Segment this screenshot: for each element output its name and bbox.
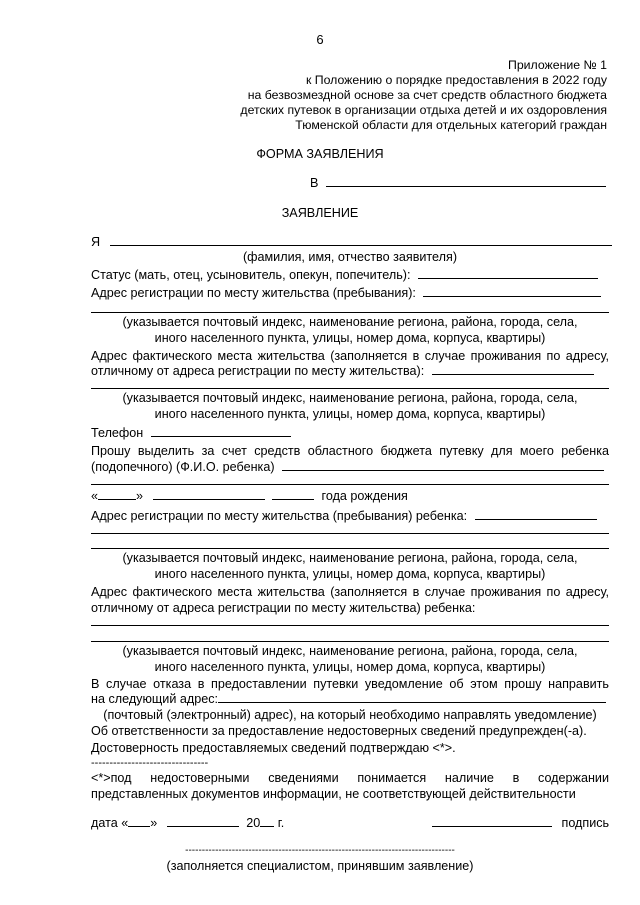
date-month-field[interactable]: [167, 815, 239, 827]
birth-day-field[interactable]: [98, 488, 136, 500]
child-reg-address-line[interactable]: [91, 533, 609, 534]
appendix-line: детских путевок в организации отдыха детей и их оздоровления: [240, 103, 607, 117]
appendix-header: [240, 58, 607, 133]
staff-rule: ---------------------------------------------------------------------------------: [185, 845, 455, 856]
appendix-line: Тюменской области для отдельных категорий граждан: [295, 118, 607, 132]
addressee-label: В: [310, 176, 319, 190]
refusal-text: В случае отказа в предоставлении путевки уведомление об этом прошу направить: [91, 677, 609, 691]
address-hint: иного населенного пункта, улицы, номер дома, корпуса, квартиры): [154, 567, 546, 581]
refusal-address-label: на следующий адрес:: [91, 692, 219, 706]
phone-field[interactable]: [151, 425, 291, 437]
child-name-label: (подопечного) (Ф.И.О. ребенка): [91, 460, 275, 474]
child-name-field[interactable]: [282, 459, 604, 471]
refusal-address-row: [91, 691, 609, 707]
phone-row: [91, 425, 609, 441]
date-day-field[interactable]: [128, 815, 150, 827]
address-hint: иного населенного пункта, улицы, номер дома, корпуса, квартиры): [154, 660, 546, 674]
fact-address-line[interactable]: [91, 388, 609, 389]
appendix-line: на безвозмездной основе за счет средств областного бюджета: [247, 88, 607, 102]
child-fact-address-line[interactable]: [91, 641, 609, 642]
reg-address-label: Адрес регистрации по месту жительства (пребывания):: [91, 286, 416, 300]
birth-year-field[interactable]: [272, 488, 314, 500]
refusal-hint: (почтовый (электронный) адрес), на который необходимо направлять уведомление): [103, 708, 597, 722]
staff-hint: (заполняется специалистом, принявшим заявление): [166, 859, 474, 873]
birth-label: года рождения: [321, 489, 408, 503]
date-label: дата «: [91, 816, 129, 830]
address-hint: (указывается почтовый индекс, наименование региона, района, города, села,: [122, 315, 578, 329]
child-reg-address-label: Адрес регистрации по месту жительства (пребывания) ребенка:: [91, 509, 468, 523]
fact-address-field[interactable]: [432, 363, 594, 375]
footnote-text: представленных документов информации, не соответствующей действительности: [91, 787, 576, 801]
reg-address-row: [91, 285, 609, 301]
fact-address-row: [91, 363, 609, 379]
address-hint: (указывается почтовый индекс, наименование региона, района, города, села,: [122, 644, 578, 658]
applicant-name-field[interactable]: [110, 234, 612, 246]
responsibility-text: Об ответственности за предоставление недостоверных сведений предупрежден(-а).: [91, 724, 587, 738]
signature-field[interactable]: [432, 815, 552, 827]
addressee-row: [310, 175, 606, 191]
date-year-field[interactable]: [260, 815, 274, 827]
fact-address-text: Адрес фактического места жительства (заполняется в случае проживания по адресу,: [91, 349, 609, 363]
address-hint: иного населенного пункта, улицы, номер дома, корпуса, квартиры): [154, 331, 546, 345]
refusal-address-field[interactable]: [218, 691, 606, 703]
birth-row: [91, 488, 609, 504]
status-row: [91, 267, 609, 283]
child-fact-address-line[interactable]: [91, 625, 609, 626]
child-fact-address-label: отличному от адреса регистрации по месту жительства) ребенка:: [91, 601, 476, 615]
birth-quote-open: «: [91, 489, 99, 503]
statement-title: ЗАЯВЛЕНИЕ: [281, 206, 359, 220]
child-reg-address-field[interactable]: [475, 508, 597, 520]
child-reg-address-row: [91, 508, 609, 524]
year-suffix: г.: [277, 816, 285, 830]
reg-address-line[interactable]: [91, 312, 609, 313]
appendix-line: Приложение № 1: [508, 58, 607, 72]
child-fact-address-text: Адрес фактического места жительства (заполняется в случае проживания по адресу,: [91, 585, 609, 599]
reliability-text: Достоверность предоставляемых сведений подтверждаю <*>.: [91, 741, 456, 755]
phone-label: Телефон: [91, 426, 144, 440]
footnote-text: <*>под недостоверными сведениями понимается наличие в содержании: [91, 771, 609, 785]
reg-address-field[interactable]: [423, 285, 601, 297]
year-prefix: 20: [246, 816, 261, 830]
footnote-rule: --------------------------------: [91, 757, 209, 769]
appendix-line: к Положению о порядке предоставления в 2022 году: [305, 73, 607, 87]
fact-address-label: отличному от адреса регистрации по месту жительства):: [91, 364, 425, 378]
form-title: ФОРМА ЗАЯВЛЕНИЯ: [256, 147, 384, 161]
birth-quote-close: »: [136, 489, 144, 503]
status-label: Статус (мать, отец, усыновитель, опекун, попечитель):: [91, 268, 411, 282]
birth-month-field[interactable]: [153, 488, 265, 500]
applicant-name-hint: (фамилия, имя, отчество заявителя): [242, 250, 458, 264]
status-field[interactable]: [418, 267, 598, 279]
child-request-text: Прошу выделить за счет средств областного бюджета путевку для моего ребенка: [91, 444, 609, 458]
child-name-line[interactable]: [91, 484, 609, 485]
address-hint: (указывается почтовый индекс, наименование региона, района, города, села,: [122, 391, 578, 405]
date-quote-close: »: [150, 816, 158, 830]
ya-label: Я: [91, 235, 101, 249]
child-name-row: [91, 459, 609, 475]
addressee-field[interactable]: [326, 175, 606, 187]
signature-label: подпись: [561, 816, 610, 830]
address-hint: (указывается почтовый индекс, наименование региона, района, города, села,: [122, 551, 578, 565]
signature-block: [432, 815, 609, 831]
address-hint: иного населенного пункта, улицы, номер дома, корпуса, квартиры): [154, 407, 546, 421]
applicant-name-row: [91, 234, 609, 250]
page-number: 6: [316, 32, 324, 47]
child-reg-address-line[interactable]: [91, 548, 609, 549]
